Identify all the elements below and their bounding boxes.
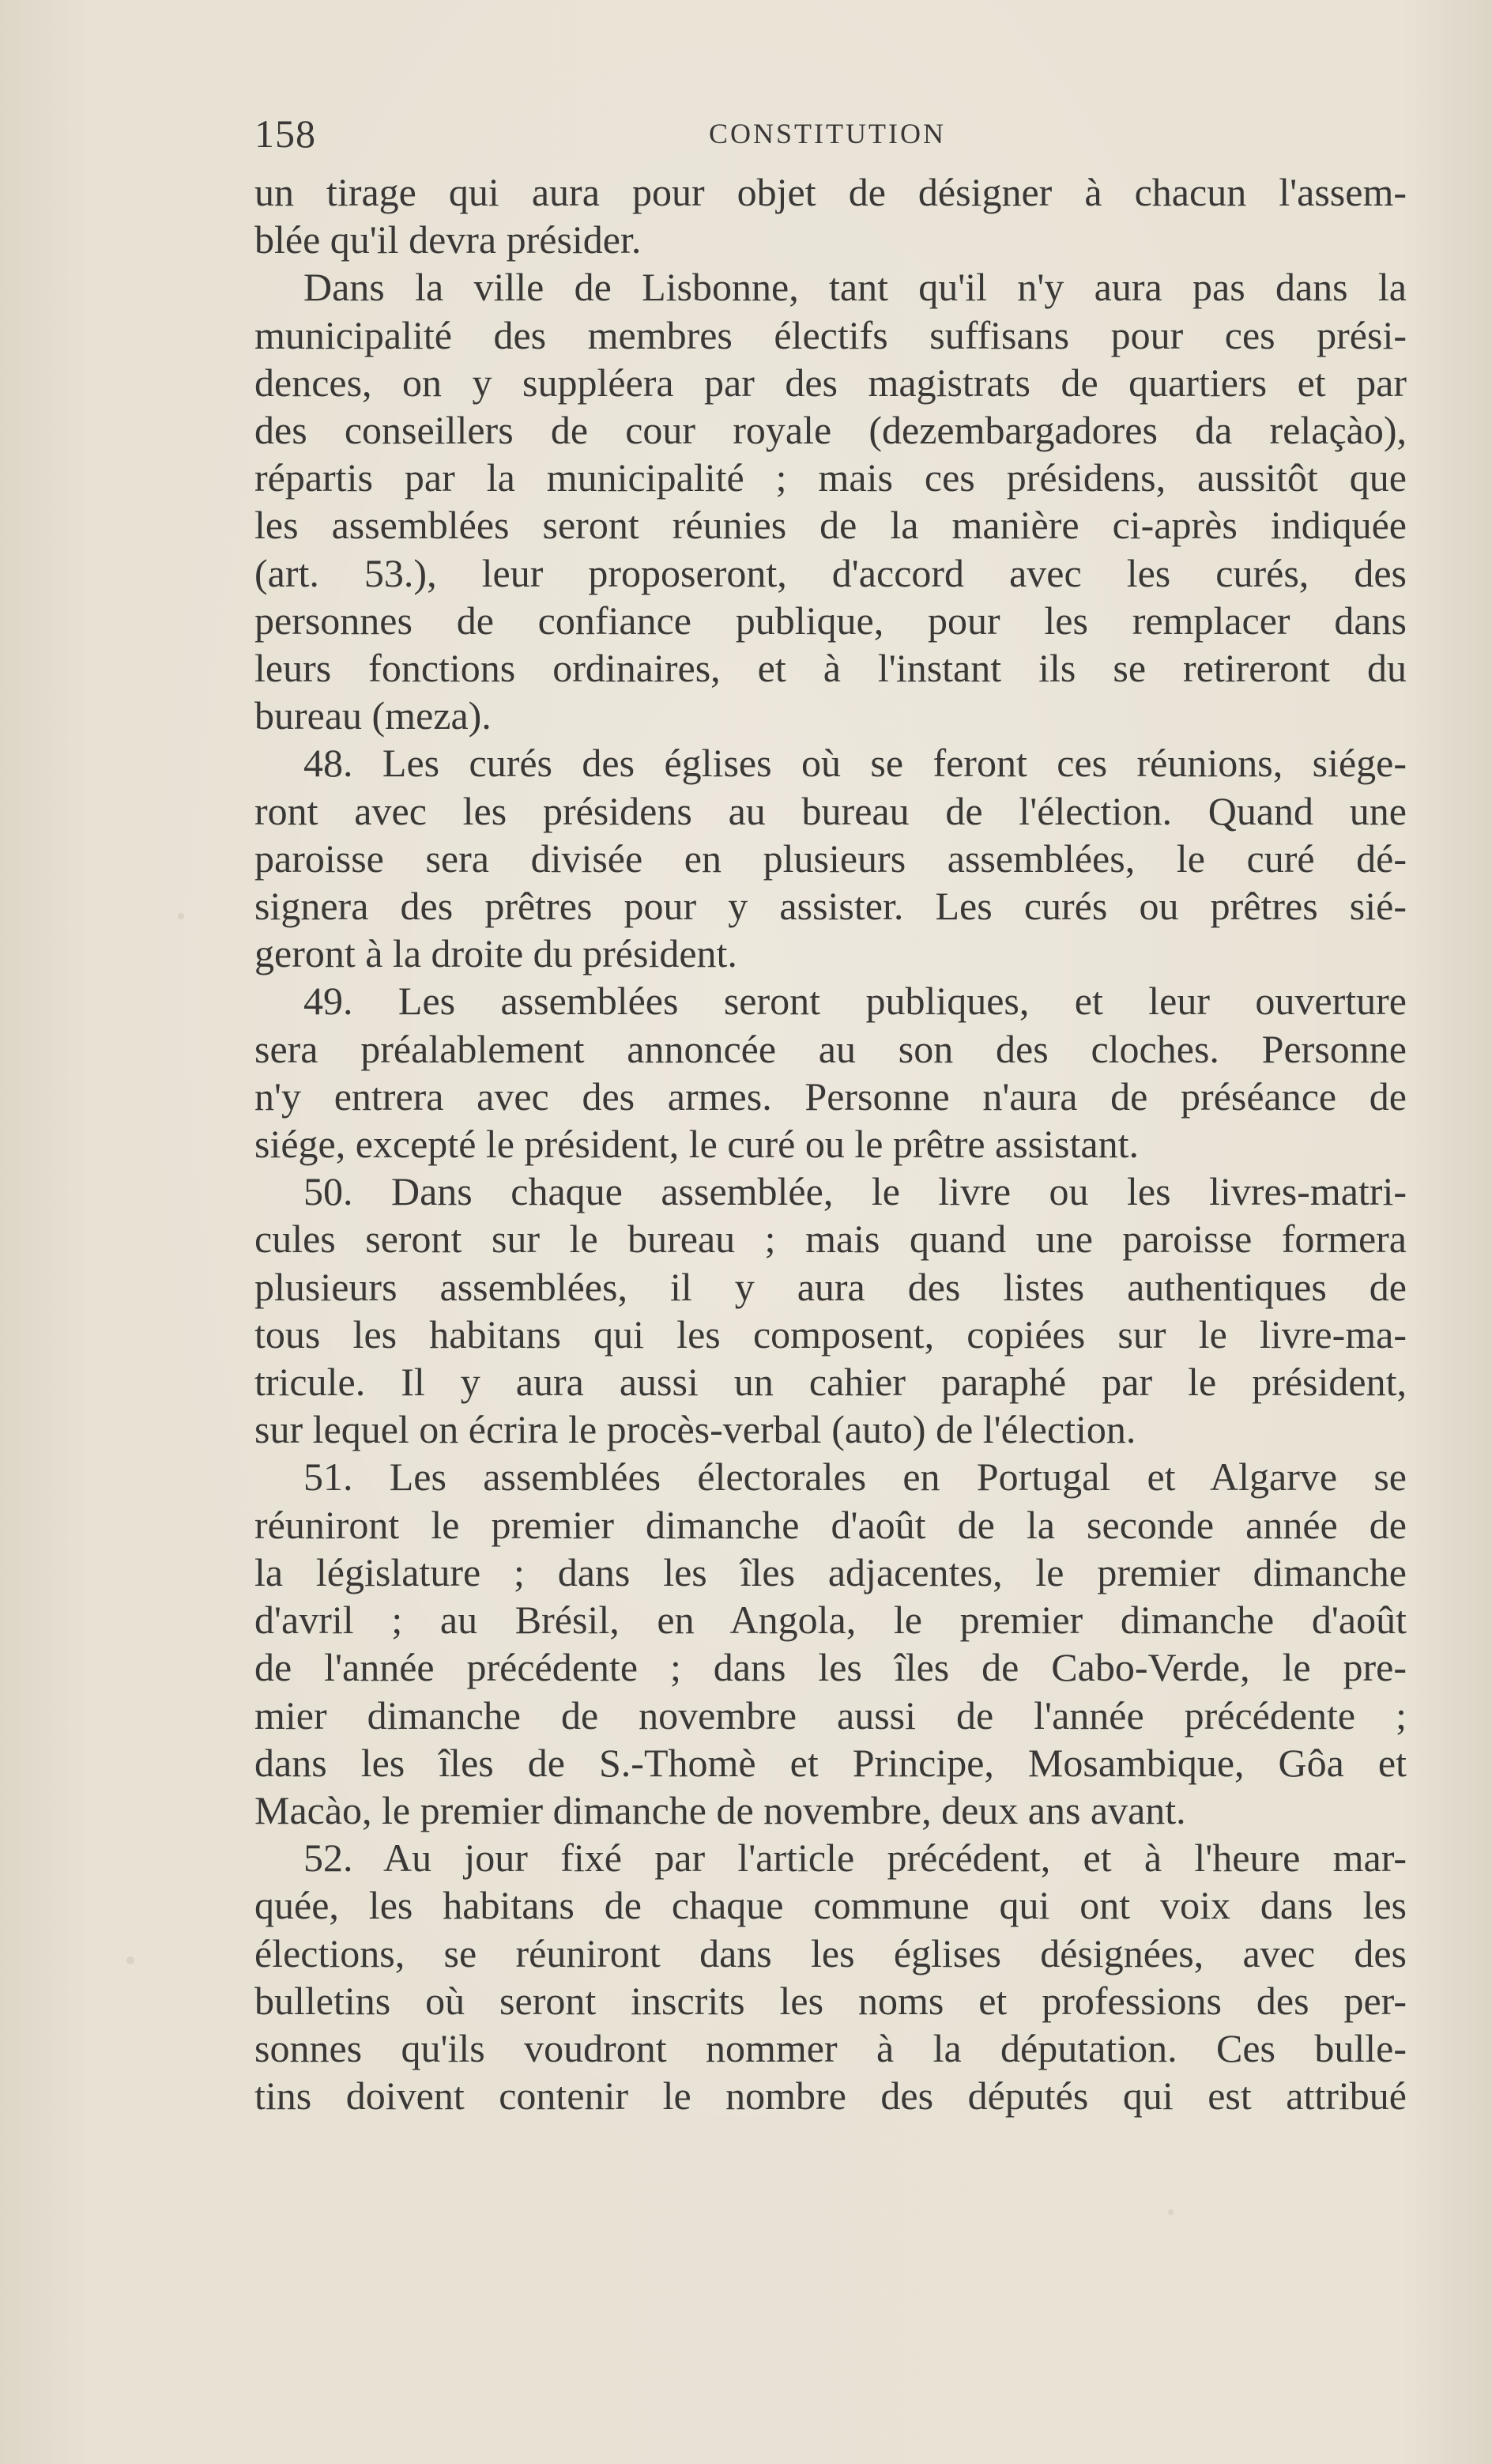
paper-foxing-mark [126,1956,134,1964]
text-line: leurs fonctions ordinaires, et à l'instant ils se retireront du [254,646,1407,691]
text-line: 52. Au jour fixé par l'article précédent, et à l'heure mar- [303,1836,1407,1881]
text-line: n'y entrera avec des armes. Personne n'aura de préséance de [254,1074,1407,1119]
text-line: la législature ; dans les îles adjacentes, le premier dimanche [254,1549,1407,1594]
text-line: 50. Dans chaque assemblée, le livre ou les livres-matri- [303,1169,1407,1214]
text-line: paroisse sera divisée en plusieurs assemblées, le curé dé- [254,836,1407,881]
text-line: les assemblées seront réunies de la manière ci-après indiquée [254,503,1407,548]
text-line: Dans la ville de Lisbonne, tant qu'il n'y aura pas dans la [303,265,1407,310]
text-line: dans les îles de S.-Thomè et Principe, Mosambique, Gôa et [254,1740,1407,1785]
text-line: Macào, le premier dimanche de novembre, deux ans avant. [254,1787,1186,1832]
text-line: siége, excepté le président, le curé ou le prêtre assistant. [254,1122,1139,1167]
text-line: tous les habitans qui les composent, copiées sur le livre-ma- [254,1311,1407,1357]
text-line: personnes de confiance publique, pour les remplacer dans [254,598,1407,643]
text-line: 51. Les assemblées électorales en Portugal et Algarve se [303,1455,1407,1500]
running-title: CONSTITUTION [709,118,946,149]
text-line: sonnes qu'ils voudront nommer à la députation. Ces bulle- [254,2025,1407,2070]
text-line: un tirage qui aura pour objet de désigner à chacun l'assem- [254,170,1407,214]
text-line: de l'année précédente ; dans les îles de Cabo-Verde, le pre- [254,1645,1407,1690]
text-line: d'avril ; au Brésil, en Angola, le premier dimanche d'août [254,1598,1407,1643]
text-line: ront avec les présidens au bureau de l'élection. Quand une [254,788,1407,833]
text-line: tins doivent contenir le nombre des députés qui est attribué [254,2073,1407,2119]
text-line: tricule. Il y aura aussi un cahier paraphé par le président, [254,1360,1407,1405]
text-line: dences, on y suppléera par des magistrats de quartiers et par [254,360,1407,405]
text-line: cules seront sur le bureau ; mais quand une paroisse formera [254,1217,1407,1262]
text-line: 49. Les assemblées seront publiques, et leur ouverture [303,979,1407,1024]
text-line: plusieurs assemblées, il y aura des listes authentiques de [254,1264,1407,1309]
text-line: bureau (meza). [254,693,492,738]
body-text [254,168,1407,2119]
text-line: (art. 53.), leur proposeront, d'accord avec les curés, des [254,550,1407,595]
text-line: quée, les habitans de chaque commune qui ont voix dans les [254,1883,1407,1928]
text-line: répartis par la municipalité ; mais ces présidens, aussitôt que [254,455,1407,500]
text-line: mier dimanche de novembre aussi de l'année précédente ; [254,1692,1407,1738]
running-head [254,111,1408,158]
text-line: sur lequel on écrira le procès-verbal (auto) de l'élection. [254,1407,1136,1452]
text-line: geront à la droite du président. [254,931,737,976]
text-line: réuniront le premier dimanche d'août de la seconde année de [254,1502,1407,1547]
text-line: bulletins où seront inscrits les noms et professions des per- [254,1978,1407,2023]
text-line: 48. Les curés des églises où se feront ces réunions, siége- [303,741,1407,786]
text-line: élections, se réuniront dans les églises désignées, avec des [254,1930,1407,1975]
text-line: municipalité des membres électifs suffisans pour ces prési- [254,312,1407,357]
text-line: signera des prêtres pour y assister. Les curés ou prêtres sié- [254,884,1407,929]
text-line: des conseillers de cour royale (dezembargadores da relaçào), [254,408,1407,453]
paper-foxing-mark [178,913,184,919]
paper-foxing-mark [1168,2209,1174,2215]
text-line: sera préalablement annoncée au son des cloches. Personne [254,1026,1407,1071]
text-line: blée qu'il devra présider. [254,217,642,262]
page-number: 158 [254,111,316,156]
